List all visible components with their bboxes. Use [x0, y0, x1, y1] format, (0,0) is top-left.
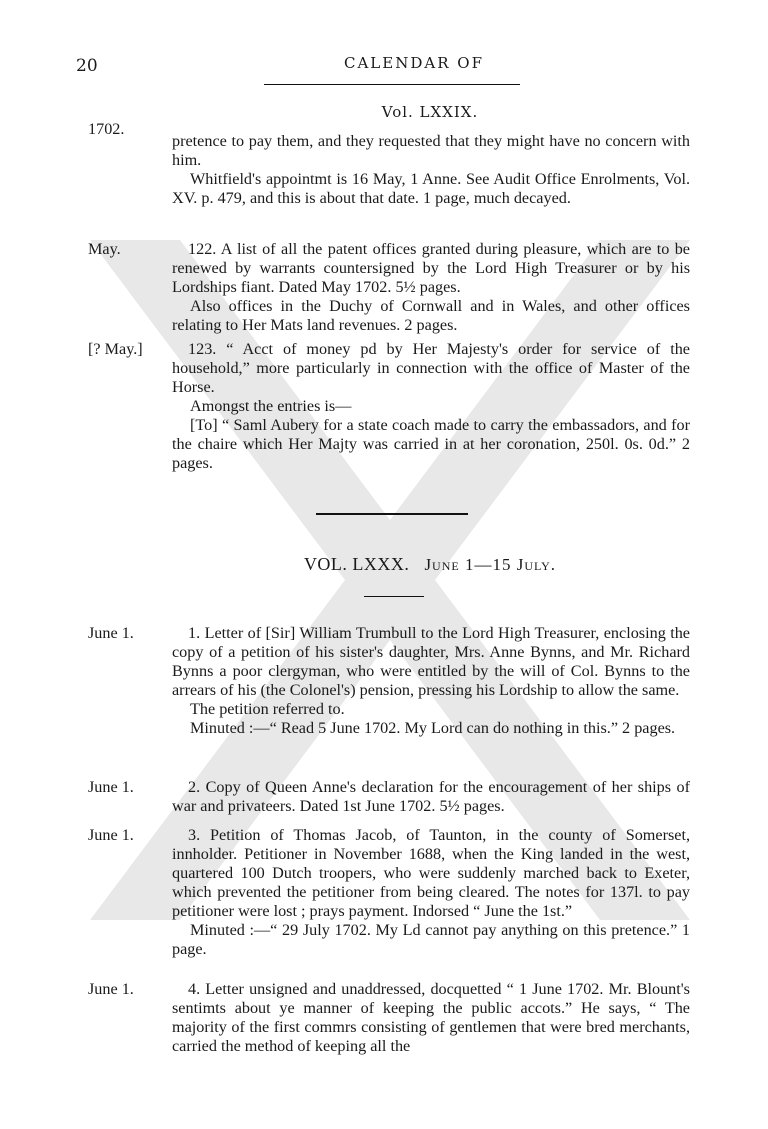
paragraph: 2. Copy of Queen Anne's declaration for the encouragement of her ships of war and privateers. Dated 1st June 1702. 5½ pages.: [172, 778, 690, 815]
volume-number: VOL. LXXX.: [303, 554, 410, 574]
paragraph: 123. “ Acct of money pd by Her Majesty's order for service of the household,” more particularly in connection with the office of Master of the Horse.: [172, 340, 690, 396]
paragraph: 1. Letter of [Sir] William Trumbull to the Lord High Treasurer, enclosing the copy of a petition of his sister's daughter, Mrs. Anne Bynns, and Mr. Richard Bynns a poor clergyman, who were entitled by the will of Col. Bynns to the arrears of his (the Colonel's) pension, pressing his Lordship to allow the same.: [172, 624, 690, 699]
entry-date: June 1.: [88, 624, 134, 642]
volume-date-range: June 1—15 July.: [424, 555, 557, 574]
entry-1: [172, 624, 690, 738]
entry-122: [172, 240, 690, 335]
entry-123: [172, 340, 690, 473]
paragraph: The petition referred to.: [190, 700, 345, 718]
entry-date: June 1.: [88, 826, 134, 844]
entry-date: June 1.: [88, 980, 134, 998]
paragraph: 4. Letter unsigned and unaddressed, docquetted “ 1 June 1702. Mr. Blount's sentimts about ye manner of keeping the public accots.” He says, “ The majority of the first commrs consisting of gentlemen that were bred merchants, carried the method of keeping all the: [172, 980, 690, 1055]
paragraph: 3. Petition of Thomas Jacob, of Taunton, in the county of Somerset, innholder. Petitioner in November 1688, when the King landed in the west, quartered 100 Dutch troopers, who were suddenly marched back to Exeter, which prevented the petitioner from being cleared. The notes for 137l. to pay petitioner were lost ; prays payment. Indorsed “ June the 1st.”: [172, 826, 690, 920]
paragraph: [To] “ Saml Aubery for a state coach made to carry the embassadors, and for the chaire which Her Majty was carried in at her coronation, 250l. 0s. 0d.” 2 pages.: [172, 416, 690, 472]
entry-continuation: [172, 132, 690, 208]
entry-2: [172, 778, 690, 816]
section-divider: [316, 513, 468, 515]
volume-subhead: Vol. LXXIX.: [381, 103, 479, 121]
year-margin: 1702.: [88, 120, 125, 138]
paragraph: Amongst the entries is—: [190, 397, 352, 415]
header-rule: [264, 84, 520, 85]
entry-date: May.: [88, 240, 121, 258]
heading-rule: [364, 596, 424, 597]
paragraph: Minuted :—“ 29 July 1702. My Ld cannot pay anything on this pretence.” 1 page.: [172, 921, 690, 958]
volume-heading: [170, 554, 690, 575]
page-number: 20: [76, 56, 98, 76]
entry-3: [172, 826, 690, 959]
running-title: CALENDAR OF: [344, 54, 484, 72]
entry-4: [172, 980, 690, 1056]
paragraph: pretence to pay them, and they requested that they might have no concern with him.: [172, 132, 690, 169]
paragraph: Minuted :—“ Read 5 June 1702. My Lord can do nothing in this.” 2 pages.: [190, 719, 676, 737]
paragraph: 122. A list of all the patent offices granted during pleasure, which are to be renewed by warrants countersigned by the Lord High Treasurer or by his Lordships fiant. Dated May 1702. 5½ pages.: [172, 240, 690, 296]
paragraph: Also offices in the Duchy of Cornwall and in Wales, and other offices relating to Her Mats land revenues. 2 pages.: [172, 297, 690, 334]
paragraph: Whitfield's appointmt is 16 May, 1 Anne. See Audit Office Enrolments, Vol. XV. p. 479, and this is about that date. 1 page, much decayed.: [172, 170, 690, 207]
entry-date: June 1.: [88, 778, 134, 796]
entry-date: [? May.]: [88, 340, 143, 358]
